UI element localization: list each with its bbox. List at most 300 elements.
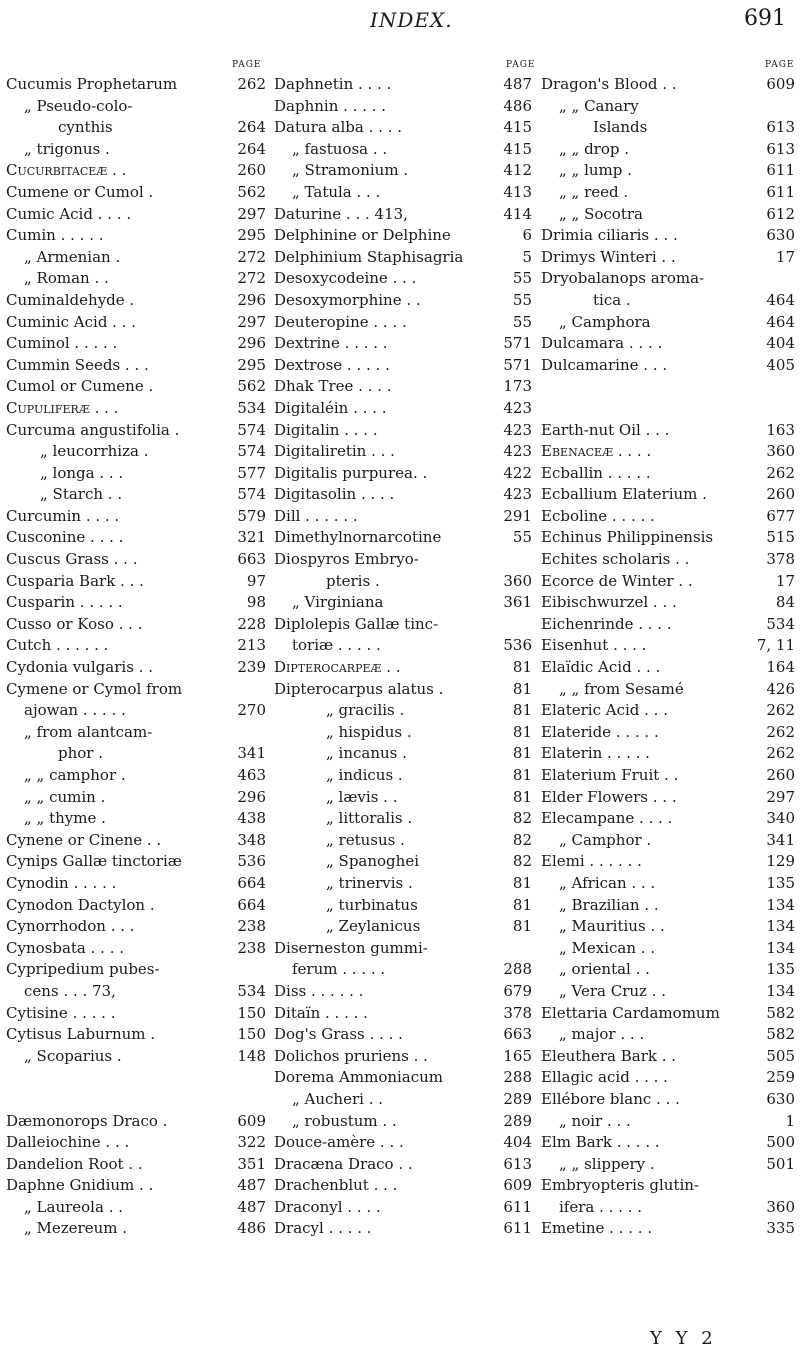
entry-page: 97: [246, 571, 266, 590]
index-entry: [274, 1046, 532, 1068]
entry-term: Cynodin . . . . .: [6, 873, 117, 892]
entry-page: 55: [512, 528, 532, 547]
index-entry: [541, 506, 795, 528]
index-entry: [541, 895, 795, 917]
index-entry: [274, 959, 532, 981]
index-entry: [541, 96, 795, 118]
index-entry: [6, 290, 266, 312]
index-entry: [6, 722, 266, 744]
entry-page: 238: [237, 938, 266, 957]
entry-term: tica .: [593, 290, 631, 309]
entry-term: ajowan . . . . .: [24, 701, 126, 720]
entry-page: 297: [766, 787, 795, 806]
entry-term: Cynips Gallæ tinctoriæ: [6, 852, 182, 871]
entry-term: „ trigonus .: [24, 139, 110, 158]
entry-page: 534: [766, 614, 795, 633]
index-entry: [274, 614, 532, 636]
entry-term: „ Camphora: [559, 312, 651, 331]
entry-term: Cumic Acid . . . .: [6, 204, 132, 223]
entry-page: 164: [766, 658, 795, 677]
index-entry: [274, 420, 532, 442]
entry-page: 291: [503, 506, 532, 525]
entry-page: 135: [766, 960, 795, 979]
index-column-3: [541, 74, 795, 1240]
entry-page: 613: [503, 1154, 532, 1173]
entry-page: 487: [237, 1197, 266, 1216]
entry-page: 321: [237, 528, 266, 547]
index-entry: [6, 139, 266, 161]
index-entry: [541, 787, 795, 809]
entry-term: „ Tatula . . .: [292, 182, 381, 201]
index-entry: [6, 1024, 266, 1046]
index-entry: [541, 1154, 795, 1176]
entry-term: Cynene or Cinene . .: [6, 830, 162, 849]
index-entry: [541, 182, 795, 204]
entry-page: 163: [766, 420, 795, 439]
entry-term: „ littoralis .: [326, 809, 413, 828]
index-entry: [541, 225, 795, 247]
entry-term: „ Zeylanicus: [326, 917, 421, 936]
entry-page: 264: [237, 118, 266, 137]
index-entry: [6, 592, 266, 614]
entry-term: „ fastuosa . .: [292, 139, 388, 158]
entry-page: 238: [237, 917, 266, 936]
index-entry: [274, 1154, 532, 1176]
entry-term: „ hispidus .: [326, 722, 412, 741]
entry-page: 239: [237, 658, 266, 677]
index-entry: [274, 441, 532, 463]
entry-page: 134: [766, 917, 795, 936]
index-entry: [541, 1089, 795, 1111]
index-entry: [274, 1197, 532, 1219]
entry-page: 500: [766, 1133, 795, 1152]
entry-term: Dalleiochine . . .: [6, 1133, 130, 1152]
entry-page: 296: [237, 334, 266, 353]
entry-page: 135: [766, 873, 795, 892]
entry-page: 426: [766, 679, 795, 698]
entry-page: 423: [503, 485, 532, 504]
entry-page: 82: [512, 809, 532, 828]
index-entry: [274, 376, 532, 398]
entry-page: 270: [237, 701, 266, 720]
entry-page: 17: [775, 571, 795, 590]
index-entry: [274, 830, 532, 852]
index-entry: [541, 355, 795, 377]
index-entry: [6, 484, 266, 506]
entry-page: 630: [766, 226, 795, 245]
entry-term: „ retusus .: [326, 830, 405, 849]
entry-term: Cupuliferæ . . .: [6, 398, 119, 417]
entry-page: 413: [503, 182, 532, 201]
index-entry: [6, 268, 266, 290]
index-entry: [6, 635, 266, 657]
index-entry: [6, 657, 266, 679]
entry-page: 81: [512, 744, 532, 763]
index-entry: [541, 247, 795, 269]
entry-term: Delphinine or Delphine: [274, 226, 451, 245]
entry-page: 289: [503, 1089, 532, 1108]
entry-term: „ Brazilian . .: [559, 895, 659, 914]
entry-page: 98: [246, 593, 266, 612]
entry-page: 536: [237, 852, 266, 871]
entry-page: 405: [766, 355, 795, 374]
page-header: [0, 6, 800, 32]
entry-term: „ Mexican . .: [559, 938, 656, 957]
entry-page: 562: [237, 182, 266, 201]
index-entry: [274, 592, 532, 614]
entry-term: Elaterin . . . . .: [541, 744, 650, 763]
entry-page: 577: [237, 463, 266, 482]
entry-term: Earth-nut Oil . . .: [541, 420, 670, 439]
index-entry: [274, 700, 532, 722]
entry-page: 534: [237, 981, 266, 1000]
index-entry: [274, 851, 532, 873]
index-entry: [274, 635, 532, 657]
entry-term: Elateride . . . . .: [541, 722, 659, 741]
entry-page: 81: [512, 658, 532, 677]
index-entry: [541, 873, 795, 895]
index-entry: [6, 808, 266, 830]
index-entry: [6, 916, 266, 938]
entry-page: 81: [512, 722, 532, 741]
index-entry: [274, 182, 532, 204]
entry-page: 81: [512, 917, 532, 936]
entry-term: „ leucorrhiza .: [40, 442, 149, 461]
entry-term: Cucumis Prophetarum: [6, 75, 178, 93]
column-head-label: PAGE: [506, 60, 536, 70]
index-entry: [541, 1046, 795, 1068]
entry-term: Cusparin . . . . .: [6, 593, 123, 612]
index-entry: [274, 722, 532, 744]
entry-page: 173: [503, 377, 532, 396]
index-entry: [274, 1175, 532, 1197]
index-entry: [6, 441, 266, 463]
entry-term: Cumin . . . . .: [6, 226, 104, 245]
index-entry: [541, 679, 795, 701]
index-entry: [274, 938, 532, 960]
entry-page: 260: [766, 485, 795, 504]
entry-page: 464: [766, 312, 795, 331]
index-entry: [541, 204, 795, 226]
index-entry: [274, 916, 532, 938]
index-entry: [274, 873, 532, 895]
index-entry: [541, 830, 795, 852]
entry-page: 322: [237, 1133, 266, 1152]
index-entry: [6, 160, 266, 182]
entry-page: 272: [237, 247, 266, 266]
entry-term: Deuteropine . . . .: [274, 312, 407, 331]
page-number: 691: [744, 6, 786, 31]
entry-page: 213: [237, 636, 266, 655]
index-entry: [274, 1218, 532, 1240]
entry-term: „ „ cumin .: [24, 787, 106, 806]
entry-page: 423: [503, 442, 532, 461]
entry-term: Drachenblut . . .: [274, 1176, 398, 1195]
index-entry: [541, 549, 795, 571]
entry-page: 609: [766, 75, 795, 93]
entry-page: 81: [512, 895, 532, 914]
entry-term: Elecampane . . . .: [541, 809, 673, 828]
entry-page: 464: [766, 290, 795, 309]
entry-term: Dextrose . . . . .: [274, 355, 390, 374]
entry-page: 574: [237, 420, 266, 439]
index-entry: [541, 743, 795, 765]
index-entry: [274, 657, 532, 679]
index-entry: [274, 1111, 532, 1133]
entry-page: 679: [503, 981, 532, 1000]
index-entry: [6, 355, 266, 377]
entry-term: Dhak Tree . . . .: [274, 377, 392, 396]
entry-page: 404: [503, 1133, 532, 1152]
index-entry: [541, 1197, 795, 1219]
entry-page: 423: [503, 398, 532, 417]
entry-page: 663: [237, 550, 266, 569]
entry-page: 55: [512, 312, 532, 331]
entry-page: 150: [237, 1025, 266, 1044]
entry-term: Drimys Winteri . .: [541, 247, 676, 266]
entry-page: 81: [512, 873, 532, 892]
entry-term: Daphnetin . . . .: [274, 75, 392, 93]
entry-term: Elder Flowers . . .: [541, 787, 677, 806]
entry-term: ifera . . . . .: [559, 1197, 643, 1216]
entry-page: 228: [237, 614, 266, 633]
signature-mark: Y Y 2: [650, 1328, 717, 1349]
index-entry: [274, 895, 532, 917]
entry-term: Ecballin . . . . .: [541, 463, 651, 482]
entry-page: 55: [512, 290, 532, 309]
entry-page: 664: [237, 895, 266, 914]
entry-term: Cumol or Cumene .: [6, 377, 154, 396]
entry-term: „ Roman . .: [24, 269, 109, 288]
entry-page: 295: [237, 355, 266, 374]
entry-page: 288: [503, 1068, 532, 1087]
entry-term: Diss . . . . . .: [274, 981, 364, 1000]
entry-term: Dracæna Draco . .: [274, 1154, 413, 1173]
index-entry: [6, 506, 266, 528]
entry-term: „ Stramonium .: [292, 161, 409, 180]
entry-term: Desoxycodeine . . .: [274, 269, 417, 288]
index-entry: [274, 355, 532, 377]
entry-term: pteris .: [326, 571, 380, 590]
entry-page: 611: [503, 1219, 532, 1238]
column-head-label: PAGE: [765, 60, 795, 70]
entry-term: „ Mezereum .: [24, 1219, 128, 1238]
entry-term: Cusso or Koso . . .: [6, 614, 143, 633]
index-entry: [274, 549, 532, 571]
entry-term: Digitaléin . . . .: [274, 398, 387, 417]
entry-term: Dragon's Blood . .: [541, 75, 677, 93]
entry-term: Douce-amère . . .: [274, 1133, 404, 1152]
entry-term: „ trinervis .: [326, 873, 413, 892]
entry-page: 571: [503, 334, 532, 353]
index-entry: [6, 1003, 266, 1025]
entry-term: Cutch . . . . . .: [6, 636, 109, 655]
entry-page: 582: [766, 1003, 795, 1022]
entry-term: phor .: [58, 744, 103, 763]
entry-term: Cytisus Laburnum .: [6, 1025, 156, 1044]
entry-page: 414: [503, 204, 532, 223]
entry-page: 335: [766, 1219, 795, 1238]
entry-page: 574: [237, 442, 266, 461]
index-entry: [541, 333, 795, 355]
entry-term: Cypripedium pubes-: [6, 960, 160, 979]
entry-page: 571: [503, 355, 532, 374]
index-entry: [274, 1132, 532, 1154]
entry-page: 81: [512, 679, 532, 698]
entry-term: Eleuthera Bark . .: [541, 1046, 677, 1065]
entry-term: Curcumin . . . .: [6, 506, 120, 525]
entry-term: Embryopteris glutin-: [541, 1176, 700, 1195]
index-entry: [541, 938, 795, 960]
entry-page: 609: [237, 1111, 266, 1130]
entry-page: 82: [512, 830, 532, 849]
index-entry: [6, 333, 266, 355]
entry-term: „ Camphor .: [559, 830, 652, 849]
entry-term: „ Virginiana: [292, 593, 384, 612]
entry-term: „ „ lump .: [559, 161, 632, 180]
index-entry: [541, 312, 795, 334]
entry-page: 289: [503, 1111, 532, 1130]
index-entry: [6, 74, 266, 96]
index-entry: [541, 1067, 795, 1089]
index-entry: [541, 1218, 795, 1240]
entry-page: 296: [237, 787, 266, 806]
index-entry: [6, 420, 266, 442]
entry-term: Elm Bark . . . . .: [541, 1133, 660, 1152]
entry-page: 423: [503, 420, 532, 439]
index-entry: [6, 527, 266, 549]
entry-page: 486: [503, 96, 532, 115]
entry-term: „ Scoparius .: [24, 1046, 122, 1065]
index-entry: [541, 139, 795, 161]
entry-page: 613: [766, 118, 795, 137]
index-entry: [541, 527, 795, 549]
entry-page: 81: [512, 787, 532, 806]
entry-term: „ Armenian .: [24, 247, 121, 266]
entry-page: 609: [503, 1176, 532, 1195]
entry-term: Dryobalanops aroma-: [541, 269, 705, 288]
entry-term: Ellébore blanc . . .: [541, 1089, 680, 1108]
entry-term: Digitasolin . . . .: [274, 485, 395, 504]
entry-term: Daphnin . . . . .: [274, 96, 387, 115]
index-entry: [6, 787, 266, 809]
entry-page: 1: [785, 1111, 795, 1130]
index-entry: [541, 484, 795, 506]
index-entry: [6, 312, 266, 334]
index-entry: [274, 204, 532, 226]
index-entry: [274, 463, 532, 485]
entry-page: 81: [512, 701, 532, 720]
index-entry: [274, 160, 532, 182]
index-entry: [274, 139, 532, 161]
entry-page: 611: [766, 161, 795, 180]
index-entry: [541, 290, 795, 312]
index-entry: [541, 1132, 795, 1154]
index-entry: [274, 247, 532, 269]
entry-term: Dracyl . . . . .: [274, 1219, 372, 1238]
entry-term: „ „ camphor .: [24, 766, 126, 784]
entry-term: „ indicus .: [326, 766, 403, 784]
entry-term: „ Mauritius . .: [559, 917, 665, 936]
entry-term: Digitaliretin . . .: [274, 442, 395, 461]
entry-page: 536: [503, 636, 532, 655]
entry-term: Diserneston gummi-: [274, 938, 428, 957]
entry-term: „ noir . . .: [559, 1111, 631, 1130]
entry-term: Ecorce de Winter . .: [541, 571, 693, 590]
entry-page: 612: [766, 204, 795, 223]
index-entry: [6, 1218, 266, 1240]
entry-term: Dolichos pruriens . .: [274, 1046, 428, 1065]
index-entry: [6, 1067, 266, 1089]
entry-term: Elaïdic Acid . . .: [541, 658, 661, 677]
index-entry: [541, 160, 795, 182]
entry-page: 515: [766, 528, 795, 547]
entry-page: 348: [237, 830, 266, 849]
index-entry: [6, 895, 266, 917]
entry-term: Cuminol . . . . .: [6, 334, 118, 353]
entry-term: Eisenhut . . . .: [541, 636, 647, 655]
entry-page: 378: [503, 1003, 532, 1022]
entry-term: „ Pseudo-colo-: [24, 96, 133, 115]
entry-page: 611: [503, 1197, 532, 1216]
entry-page: 6: [522, 226, 532, 245]
entry-page: 297: [237, 204, 266, 223]
entry-term: Dextrine . . . . .: [274, 334, 388, 353]
entry-page: 378: [766, 550, 795, 569]
entry-page: 487: [237, 1176, 266, 1195]
index-entry: [274, 268, 532, 290]
entry-term: Diplolepis Gallæ tinc-: [274, 614, 439, 633]
entry-page: 5: [522, 247, 532, 266]
entry-page: 582: [766, 1025, 795, 1044]
index-entry: [541, 268, 795, 290]
entry-term: Emetine . . . . .: [541, 1219, 653, 1238]
entry-term: „ „ Socotra: [559, 204, 643, 223]
entry-term: „ Aucheri . .: [292, 1089, 384, 1108]
index-entry: [274, 571, 532, 593]
entry-term: Elettaria Cardamomum: [541, 1003, 720, 1022]
entry-term: Cuscus Grass . . .: [6, 550, 138, 569]
entry-term: Delphinium Staphisagria: [274, 247, 464, 266]
index-entry: [274, 484, 532, 506]
entry-page: 415: [503, 139, 532, 158]
entry-page: 611: [766, 182, 795, 201]
entry-term: Dimethylnornarcotine: [274, 528, 442, 547]
entry-term: „ from alantcam-: [24, 722, 153, 741]
entry-page: 55: [512, 269, 532, 288]
column-head-label: PAGE: [232, 60, 262, 70]
index-entry: [541, 765, 795, 787]
index-entry: [274, 506, 532, 528]
index-entry: [6, 463, 266, 485]
entry-page: 534: [237, 398, 266, 417]
index-entry: [6, 765, 266, 787]
entry-page: 438: [237, 809, 266, 828]
index-entry: [541, 592, 795, 614]
entry-term: Digitalis purpurea. .: [274, 463, 428, 482]
entry-page: 341: [237, 744, 266, 763]
index-entry: [6, 225, 266, 247]
entry-page: 17: [775, 247, 795, 266]
entry-page: 264: [237, 139, 266, 158]
entry-term: Cusparia Bark . . .: [6, 571, 144, 590]
index-entry: [274, 1003, 532, 1025]
entry-page: 259: [766, 1068, 795, 1087]
entry-page: 84: [775, 593, 795, 612]
entry-page: 262: [237, 75, 266, 93]
entry-page: 505: [766, 1046, 795, 1065]
entry-term: Dandelion Root . .: [6, 1154, 143, 1173]
